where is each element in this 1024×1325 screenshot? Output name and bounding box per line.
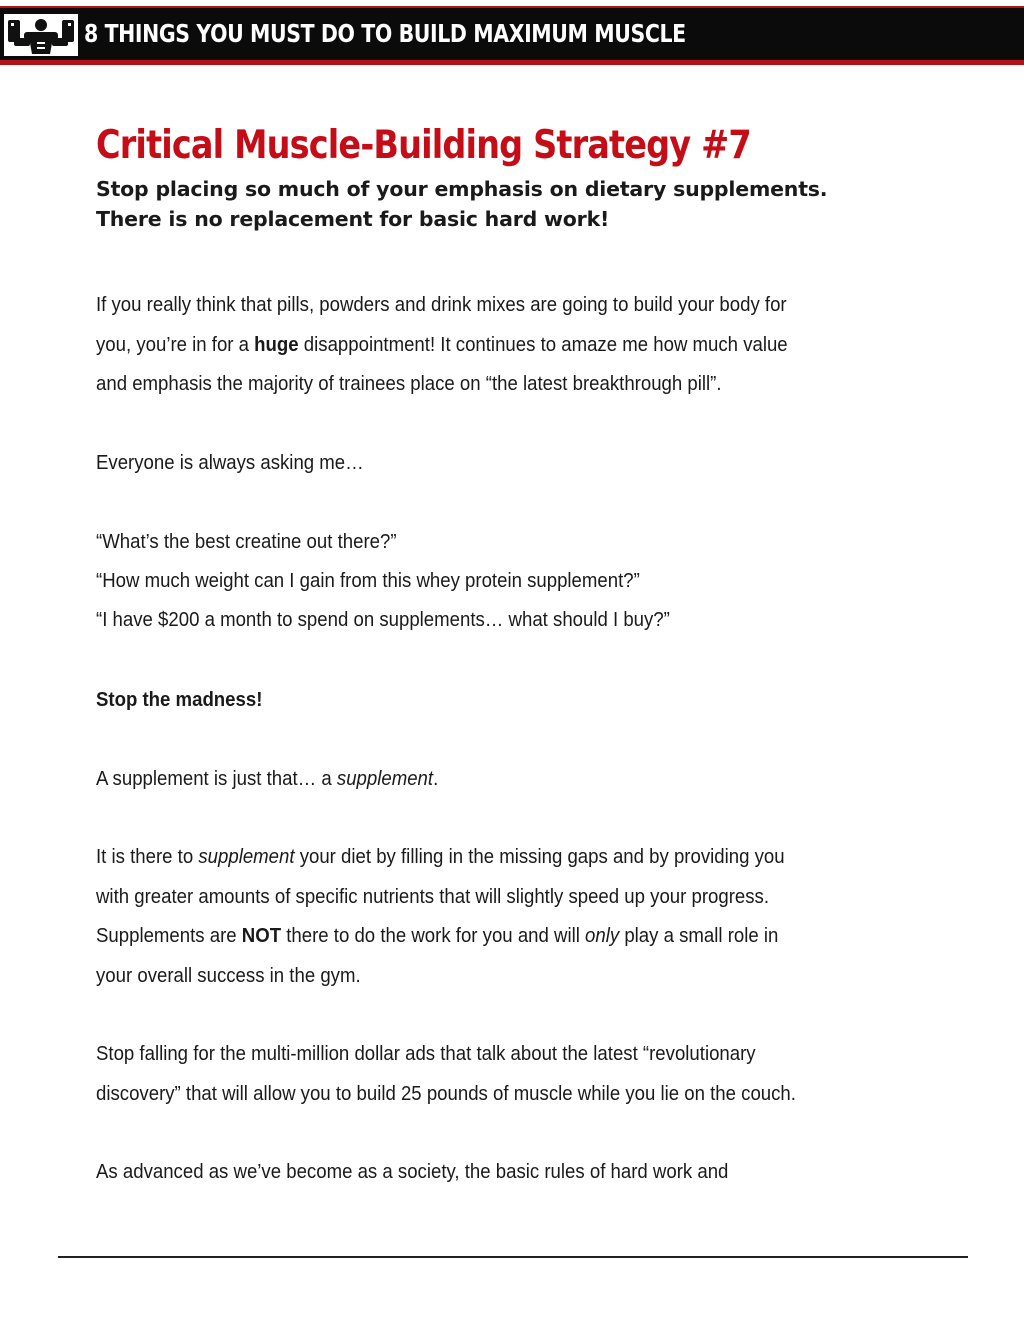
section-heading — [96, 118, 966, 234]
paragraph-line — [96, 917, 896, 957]
question-list — [96, 523, 896, 641]
paragraph-line: discovery” that will allow you to build 25 pounds of muscle while you lie on the couch. — [96, 1082, 796, 1105]
paragraph-purpose — [96, 838, 896, 996]
paragraph-line: As advanced as we’ve become as a society, the basic rules of hard work and — [96, 1161, 729, 1183]
header-bottom-stripe — [0, 60, 1024, 65]
question-item: “What’s the best creatine out there?” — [96, 531, 397, 553]
paragraph-line — [96, 326, 896, 366]
emphasis-italic: only — [585, 925, 620, 947]
paragraph-ads — [96, 1035, 896, 1114]
header-banner — [0, 0, 1024, 70]
emphasis-italic: supplement — [198, 846, 295, 868]
emphasis-bold: Stop the madness! — [96, 689, 263, 711]
emphasis-bold: NOT — [241, 925, 282, 947]
paragraph-line: with greater amounts of specific nutrients that will slightly speed up your progress. — [96, 885, 770, 908]
subtitle-line-1: Stop placing so much of your emphasis on dietary supplements. — [96, 177, 828, 201]
paragraph-supplement — [96, 760, 896, 800]
question-item: “I have $200 a month to spend on supplements… what should I buy?” — [96, 609, 670, 631]
paragraph-line: Stop falling for the multi-million dollar ads that talk about the latest “revolutionary — [96, 1043, 756, 1065]
paragraph-line: your overall success in the gym. — [96, 964, 361, 987]
subtitle-line-2: There is no replacement for basic hard work! — [96, 207, 610, 231]
question-item: “How much weight can I gain from this whey protein supplement?” — [96, 569, 640, 592]
emphasis-bold: huge — [254, 333, 299, 356]
text-run: Supplements are — [96, 925, 242, 947]
text-run: A supplement is just that… a — [96, 768, 337, 790]
text-run: your diet by filling in the missing gaps and by providing you — [294, 846, 785, 868]
text-run: . — [433, 768, 439, 790]
paragraph-stop-madness — [96, 681, 896, 721]
paragraph-line — [96, 838, 896, 878]
flexing-bodybuilder-icon — [4, 14, 78, 56]
text-run: you, you’re in for a — [96, 333, 255, 356]
text-run: It is there to — [96, 846, 199, 868]
paragraph-society — [96, 1153, 896, 1193]
paragraph-line: Everyone is always asking me… — [96, 452, 364, 474]
paragraph-asking — [96, 444, 896, 484]
text-run: there to do the work for you and will — [281, 925, 586, 947]
paragraph-line: and emphasis the majority of trainees place on “the latest breakthrough pill”. — [96, 373, 722, 395]
paragraph-line: If you really think that pills, powders and drink mixes are going to build your body for — [96, 294, 787, 316]
paragraph-pills — [96, 286, 896, 405]
paragraph-line — [96, 760, 896, 800]
footer-divider — [58, 1256, 968, 1258]
text-run: disappointment! It continues to amaze me how much value — [298, 333, 788, 356]
page-title: Critical Muscle-Building Strategy #7 — [96, 123, 751, 168]
emphasis-italic: supplement — [336, 768, 434, 790]
header-title: 8 THINGS YOU MUST DO TO BUILD MAXIMUM MUSCLE — [84, 19, 686, 48]
text-run: play a small role in — [619, 925, 779, 947]
subtitle — [96, 174, 966, 234]
